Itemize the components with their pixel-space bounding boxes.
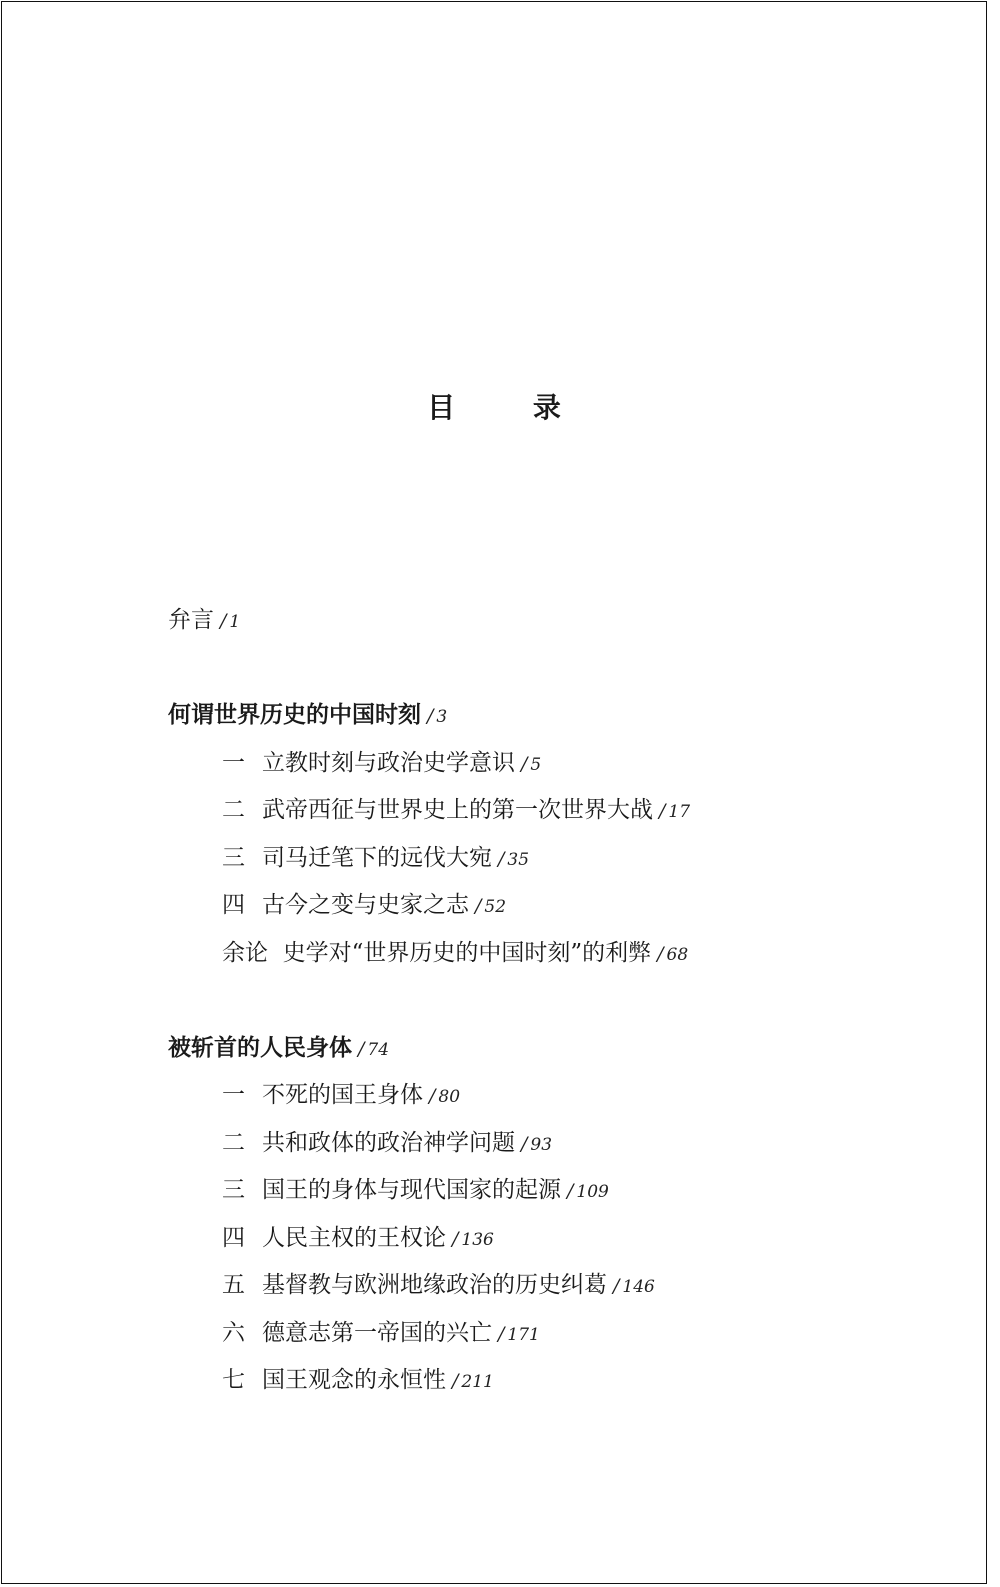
page-number: 109: [576, 1182, 609, 1202]
page-separator: /: [220, 610, 227, 632]
chapter-number: 七: [222, 1367, 245, 1393]
toc-chapter[interactable]: [222, 1364, 494, 1396]
toc-chapter[interactable]: [222, 1079, 460, 1111]
toc-chapter[interactable]: [222, 842, 529, 874]
toc-part-1[interactable]: [168, 699, 447, 731]
page-separator: /: [659, 800, 666, 822]
page-separator: /: [452, 1228, 459, 1250]
page-separator: /: [567, 1180, 574, 1202]
chapter-title: 立教时刻与政治史学意识: [262, 750, 515, 776]
entry-title: 弁言: [168, 607, 214, 633]
chapter-title: 德意志第一帝国的兴亡: [262, 1320, 492, 1346]
toc-part-2[interactable]: [168, 1032, 389, 1064]
toc-chapter[interactable]: [222, 889, 506, 921]
page-number: 52: [484, 897, 507, 917]
chapter-number: 四: [222, 1225, 245, 1251]
toc-title: 目 录: [427, 391, 595, 424]
toc-chapter[interactable]: [222, 1222, 494, 1254]
page-number: 74: [367, 1040, 390, 1060]
chapter-title: 不死的国王身体: [262, 1082, 423, 1108]
page-separator: /: [498, 1323, 505, 1345]
toc-chapter[interactable]: [222, 1317, 540, 1349]
page-separator: /: [475, 895, 482, 917]
page-separator: /: [657, 943, 664, 965]
chapter-title: 武帝西征与世界史上的第一次世界大战: [262, 797, 653, 823]
chapter-number: 三: [222, 845, 245, 871]
page-number: 146: [622, 1277, 655, 1297]
page-number: 68: [666, 945, 689, 965]
chapter-number: 一: [222, 750, 245, 776]
page-separator: /: [452, 1370, 459, 1392]
page-number: 136: [461, 1230, 494, 1250]
chapter-number: 一: [222, 1082, 245, 1108]
chapter-title: 国王观念的永恒性: [262, 1367, 446, 1393]
chapter-number: 三: [222, 1177, 245, 1203]
page-separator: /: [427, 705, 434, 727]
toc-chapter[interactable]: [222, 1269, 655, 1301]
page-separator: /: [429, 1085, 436, 1107]
part-title: 被斩首的人民身体: [168, 1035, 352, 1061]
toc-entry-foreword[interactable]: [168, 604, 240, 636]
chapter-number: 五: [222, 1272, 245, 1298]
part-title: 何谓世界历史的中国时刻: [168, 702, 421, 728]
page-separator: /: [358, 1038, 365, 1060]
chapter-number: 六: [222, 1320, 245, 1346]
chapter-title: 国王的身体与现代国家的起源: [262, 1177, 561, 1203]
page-separator: /: [521, 1133, 528, 1155]
chapter-title: 人民主权的王权论: [262, 1225, 446, 1251]
toc-chapter[interactable]: [222, 1127, 552, 1159]
chapter-title: 余论 史学对“世界历史的中国时刻”的利弊: [222, 940, 652, 966]
chapter-number: 二: [222, 1130, 245, 1156]
chapter-title: 共和政体的政治神学问题: [262, 1130, 515, 1156]
page-number: 211: [461, 1372, 494, 1392]
page-number: 1: [229, 612, 241, 632]
toc-chapter[interactable]: [222, 747, 541, 779]
toc-chapter[interactable]: [222, 1174, 609, 1206]
page-separator: /: [521, 753, 528, 775]
page-number: 5: [530, 755, 542, 775]
chapter-title: 古今之变与史家之志: [262, 892, 469, 918]
toc-chapter-epilogue[interactable]: [222, 937, 688, 969]
page-number: 3: [436, 707, 448, 727]
page-number: 171: [507, 1325, 540, 1345]
page-separator: /: [613, 1275, 620, 1297]
chapter-number: 四: [222, 892, 245, 918]
toc-chapter[interactable]: [222, 794, 690, 826]
page-number: 35: [507, 850, 530, 870]
chapter-title: 司马迁笔下的远伐大宛: [262, 845, 492, 871]
page-number: 17: [668, 802, 691, 822]
page-number: 80: [438, 1087, 461, 1107]
page-separator: /: [498, 848, 505, 870]
chapter-title: 基督教与欧洲地缘政治的历史纠葛: [262, 1272, 607, 1298]
page-number: 93: [530, 1135, 553, 1155]
chapter-number: 二: [222, 797, 245, 823]
